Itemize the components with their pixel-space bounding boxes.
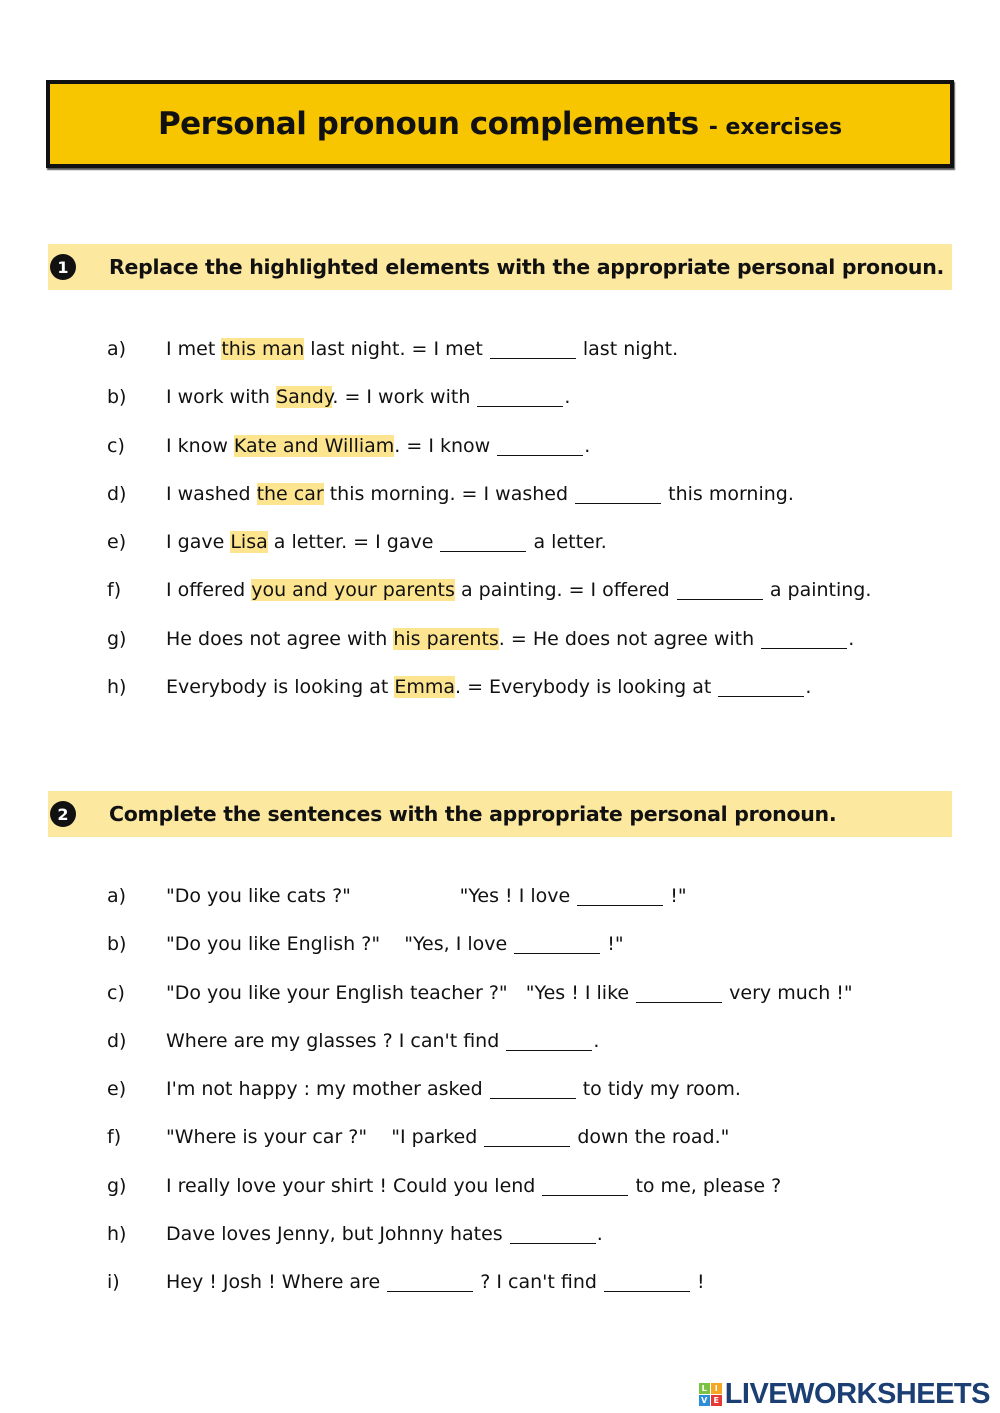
item-letter: g) [107,1174,127,1197]
sentence-text: . [596,1223,603,1246]
sentence-text: . [848,627,855,650]
answer-blank-input[interactable] [484,1126,570,1147]
answer-blank-input[interactable] [490,1078,576,1099]
liveworksheets-logo [699,1378,990,1411]
item-letter: i) [107,1271,120,1294]
item-sentence [166,1223,603,1245]
sentence-text: Hey ! Josh ! Where are [166,1271,387,1294]
sentence-text: I work with [166,386,277,409]
exercise-item [107,579,871,627]
item-sentence [166,579,871,601]
logo-cube-v: V [699,1395,710,1406]
sentence-text: I met [166,338,222,360]
sentence-text: to tidy my room. [576,1078,741,1101]
exercise-item [107,628,871,676]
logo-cube-l: L [699,1383,710,1394]
item-sentence [166,483,794,505]
exercise-item [107,435,871,483]
sentence-text: this morning. = I washed [323,482,575,505]
item-sentence [166,1126,729,1148]
item-letter: c) [107,981,125,1004]
sentence-text: . = He does not agree with [498,627,761,650]
item-letter: c) [107,434,125,457]
highlighted-text: Sandy [276,386,333,409]
exercise-item [107,338,871,386]
exercise-1-list [107,338,871,724]
exercise-item [107,1175,853,1223]
answer-blank-input[interactable] [577,885,663,906]
item-sentence [166,1175,781,1197]
answer-blank-input[interactable] [510,1223,596,1244]
sentence-text: ! [690,1271,705,1294]
section-number-badge: 2 [50,801,76,827]
logo-text: LIVEWORKSHEETS [724,1378,990,1410]
sentence-text: this morning. [662,482,794,505]
sentence-text: . [805,676,812,699]
sentence-text: I really love your shirt ! Could you lend [166,1174,542,1197]
item-letter: b) [107,386,127,409]
sentence-text: Where are my glasses ? I can't find [166,1029,506,1052]
sentence-text: . [593,1029,600,1052]
sentence-text: I offered [166,579,252,602]
highlighted-text: you and your parents [251,579,455,602]
sentence-text: . = I know [394,434,497,457]
item-letter: h) [107,1223,127,1246]
item-letter: d) [107,1029,127,1052]
highlighted-text: his parents [393,627,499,650]
page-subtitle: - exercises [708,114,843,140]
sentence-text: a painting. [763,579,872,602]
sentence-text: "Where is your car ?" "I parked [166,1126,484,1149]
item-letter: a) [107,885,127,907]
sentence-text: . [584,434,591,457]
logo-cube-i: I [711,1383,722,1394]
answer-blank-input[interactable] [497,435,583,456]
highlighted-text: this man [221,338,305,360]
section-instruction: Complete the sentences with the appropriate personal pronoun. [109,802,837,826]
exercise-item [107,1030,853,1078]
item-sentence [166,531,607,553]
sentence-text: "Do you like cats ?" "Yes ! I love [166,885,577,907]
answer-blank-input[interactable] [636,982,722,1003]
sentence-text: . = I work with [332,386,477,409]
sentence-text: !" [601,933,624,956]
answer-blank-input[interactable] [477,386,563,407]
answer-blank-input[interactable] [718,676,804,697]
item-letter: f) [107,579,122,602]
item-letter: f) [107,1126,122,1149]
exercise-item [107,1223,853,1271]
title-banner [46,80,954,168]
item-sentence [166,933,624,955]
sentence-text: "Do you like your English teacher ?" "Yes ! I like [166,981,636,1004]
sentence-text: down the road." [571,1126,730,1149]
exercise-2-list [107,885,853,1320]
sentence-text: I washed [166,482,257,505]
sentence-text: last night. [576,338,679,360]
answer-blank-input[interactable] [575,483,661,504]
item-sentence [166,885,687,907]
logo-cube-icon [699,1383,722,1406]
exercise-item [107,885,853,933]
sentence-text: Everybody is looking at [166,676,395,699]
highlighted-text: Lisa [230,531,268,554]
section-number-badge: 1 [50,254,76,280]
sentence-text: a painting. = I offered [454,579,676,602]
item-sentence [166,628,854,650]
item-letter: h) [107,676,127,699]
sentence-text: I gave [166,531,231,554]
item-letter: e) [107,531,127,554]
sentence-text: . [564,386,571,409]
logo-cube-e: E [711,1395,722,1406]
page-title: Personal pronoun complements [157,106,699,142]
sentence-text: I know [166,434,234,457]
sentence-text: a letter. [527,531,607,554]
exercise-item [107,386,871,434]
highlighted-text: Emma [394,676,455,699]
exercise-item [107,933,853,981]
item-letter: b) [107,933,127,956]
item-sentence [166,338,678,360]
sentence-text: to me, please ? [629,1174,782,1197]
answer-blank-input[interactable] [506,1030,592,1051]
exercise-item [107,1126,853,1174]
answer-blank-input[interactable] [677,579,763,600]
section-2-header [48,791,952,837]
sentence-text: ? I can't find [474,1271,603,1294]
answer-blank-input[interactable] [604,1271,690,1292]
item-letter: a) [107,338,127,360]
item-sentence [166,1030,599,1052]
item-letter: d) [107,482,127,505]
exercise-item [107,1078,853,1126]
section-1-header [48,244,952,290]
exercise-item [107,1271,853,1319]
answer-blank-input[interactable] [542,1175,628,1196]
exercise-item [107,531,871,579]
answer-blank-input[interactable] [387,1271,473,1292]
sentence-text: a letter. = I gave [267,531,440,554]
item-sentence [166,1271,705,1293]
sentence-text: "Do you like English ?" "Yes, I love [166,933,514,956]
answer-blank-input[interactable] [761,628,847,649]
sentence-text: very much !" [723,981,853,1004]
answer-blank-input[interactable] [490,338,576,359]
section-instruction: Replace the highlighted elements with the appropriate personal pronoun. [109,255,944,279]
sentence-text: last night. = I met [304,338,489,360]
exercise-item [107,676,871,724]
answer-blank-input[interactable] [440,531,526,552]
sentence-text: !" [664,885,687,907]
sentence-text: . = Everybody is looking at [455,676,718,699]
answer-blank-input[interactable] [514,933,600,954]
sentence-text: I'm not happy : my mother asked [166,1078,489,1101]
item-letter: e) [107,1078,127,1101]
sentence-text: Dave loves Jenny, but Johnny hates [166,1223,509,1246]
item-sentence [166,982,853,1004]
item-sentence [166,1078,741,1100]
item-sentence [166,435,590,457]
sentence-text: He does not agree with [166,627,394,650]
item-letter: g) [107,627,127,650]
highlighted-text: the car [256,482,324,505]
exercise-item [107,982,853,1030]
item-sentence [166,386,570,408]
item-sentence [166,676,811,698]
exercise-item [107,483,871,531]
highlighted-text: Kate and William [233,434,395,457]
